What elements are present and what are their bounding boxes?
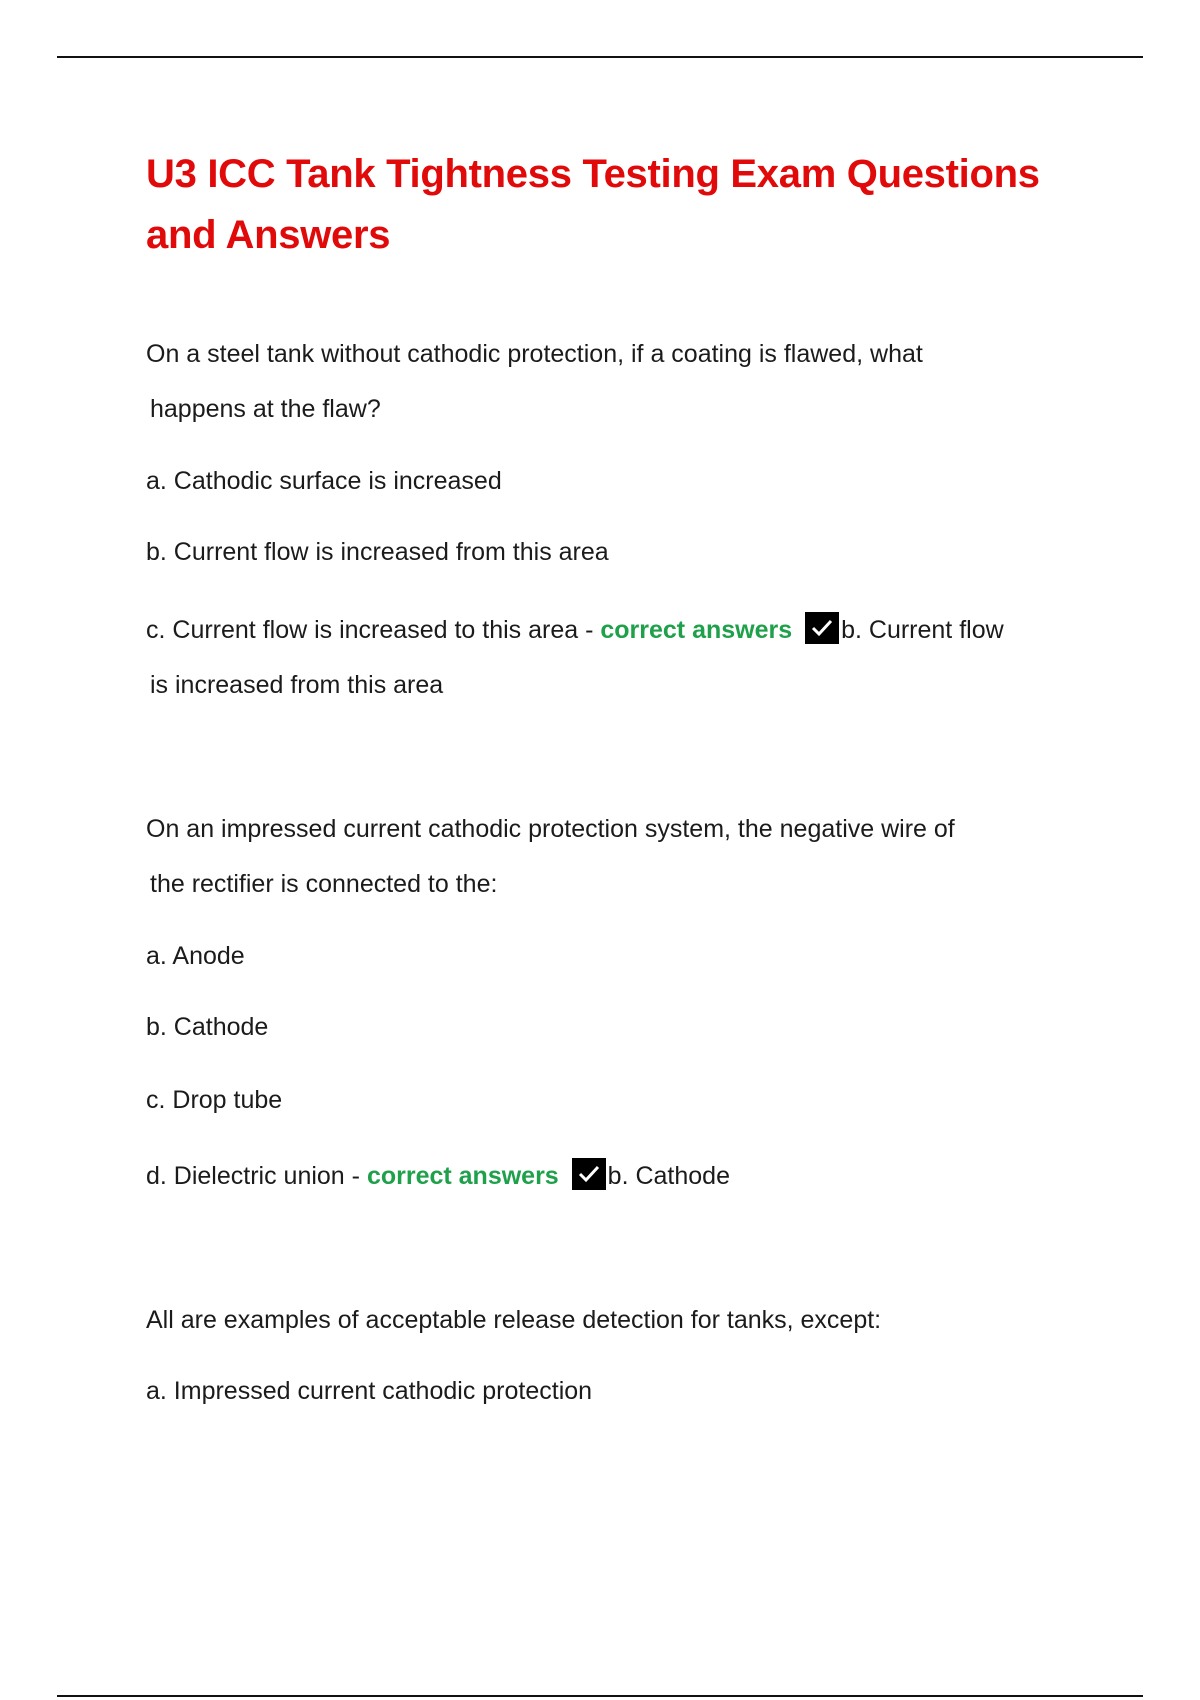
question-2-option-d: d. Dielectric union - [146,1162,360,1190]
document-title: U3 ICC Tank Tightness Testing Exam Questions and Answers [146,152,1040,257]
question-2-answer: b. Cathode [607,1162,730,1190]
question-1-option-c-with-answer [146,612,1004,647]
question-1-answer-continued: is increased from this area [150,671,444,699]
question-1-option-b: b. Current flow is increased from this area [146,538,609,566]
question-1-stem: On a steel tank without cathodic protection, if a coating is flawed, what [146,340,923,368]
question-2-stem: On an impressed current cathodic protection system, the negative wire of [146,815,955,843]
checkmark-icon [805,612,839,644]
checkmark-icon [572,1158,606,1190]
question-3-stem: All are examples of acceptable release detection for tanks, except: [146,1306,882,1334]
question-2-option-c: c. Drop tube [146,1086,283,1114]
question-1-answer-key-label: correct answers [600,616,793,644]
question-3-option-a: a. Impressed current cathodic protection [146,1377,593,1405]
bottom-rule [57,1695,1143,1697]
question-1-stem-continued: happens at the flaw? [150,395,381,423]
top-rule [57,56,1143,58]
question-1-option-a: a. Cathodic surface is increased [146,467,502,495]
question-2-option-a: a. Anode [146,942,245,970]
question-2-option-d-with-answer [146,1158,730,1193]
question-2-option-b: b. Cathode [146,1013,269,1041]
question-2-answer-key-label: correct answers [366,1162,559,1190]
question-1-answer: b. Current flow [841,616,1004,644]
question-2-stem-continued: the rectifier is connected to the: [150,870,498,898]
question-1-option-c: c. Current flow is increased to this area - [146,616,594,644]
